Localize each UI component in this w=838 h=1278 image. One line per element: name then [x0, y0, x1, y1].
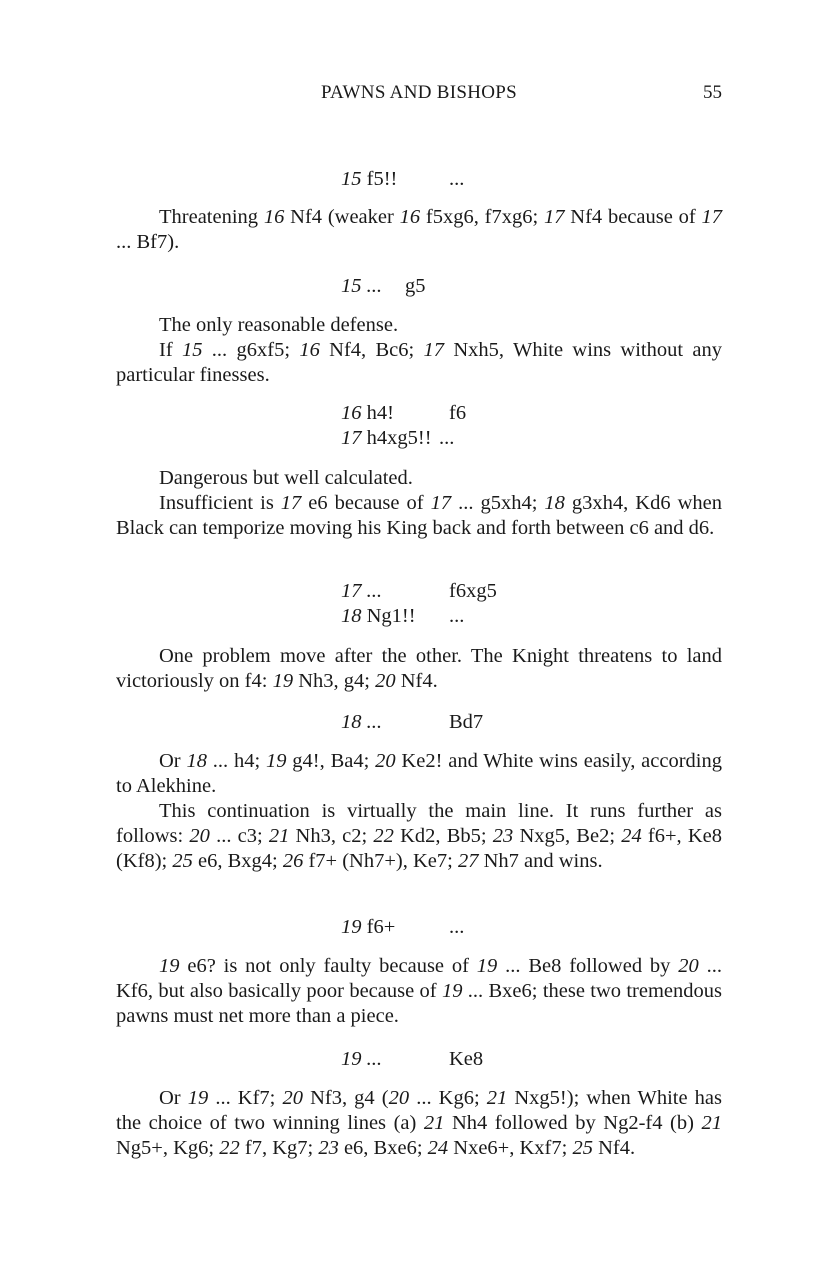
move-line [341, 710, 483, 735]
paragraph: 19 e6? is not only faulty because of 19 ... Be8 followed by 20 ... Kf6, but also basically poor because of 19 ... Bxe6; these two tremendous pawns must net more than a piece. [116, 955, 722, 1027]
move-number: 15 [341, 168, 362, 190]
white-move: h4! [366, 402, 394, 424]
paragraph: Threatening 16 Nf4 (weaker 16 f5xg6, f7xg6; 17 Nf4 because of 17 ... Bf7). [116, 206, 722, 253]
paragraph: If 15 ... g6xf5; 16 Nf4, Bc6; 17 Nxh5, White wins without any particular finesses. [116, 339, 722, 386]
move-number: 19 [341, 916, 362, 938]
move-line [341, 1047, 483, 1072]
black-move: ... [449, 168, 465, 190]
black-move: Bd7 [449, 711, 484, 733]
white-move: Ng1!! [366, 605, 416, 627]
commentary [116, 749, 722, 874]
page-header [116, 82, 722, 108]
black-move: ... [449, 916, 465, 938]
move-number: 18 [341, 605, 362, 627]
move-number: 16 [341, 402, 362, 424]
running-title: PAWNS AND BISHOPS [320, 82, 518, 103]
paragraph: Or 19 ... Kf7; 20 Nf3, g4 (20 ... Kg6; 21 Nxg5!); when White has the choice of two winning lines (a) 21 Nh4 followed by Ng2-f4 (b) 21 Ng5+, Kg6; 22 f7, Kg7; 23 e6, Bxe6; 24 Nxe6+, Kxf7; 25 Nf4. [116, 1087, 723, 1159]
commentary [116, 1086, 722, 1161]
move-line [341, 915, 464, 940]
white-move: f6+ [366, 916, 396, 938]
paragraph: This continuation is virtually the main line. It runs further as follows: 20 ... c3; 21 Nh3, c2; 22 Kd2, Bb5; 23 Nxg5, Be2; 24 f6+, Ke8 (Kf8); 25 e6, Bxg4; 26 f7+ (Nh7+), Ke7; 27 Nh7 and wins. [116, 800, 723, 872]
paragraph: Or 18 ... h4; 19 g4!, Ba4; 20 Ke2! and White wins easily, according to Alekhine. [116, 750, 722, 797]
commentary [116, 644, 722, 694]
move-line [341, 401, 466, 426]
move-line [341, 274, 426, 299]
black-move: ... [449, 605, 465, 627]
move-line [341, 426, 454, 451]
paragraph: One problem move after the other. The Knight threatens to land victoriously on f4: 19 Nh3, g4; 20 Nf4. [116, 645, 722, 692]
paragraph: Dangerous but well calculated. [159, 467, 413, 489]
commentary [116, 205, 722, 255]
black-move: f6xg5 [449, 580, 497, 602]
white-move: h4xg5!! [366, 427, 432, 449]
black-move: f6 [449, 402, 467, 424]
black-move: ... [439, 427, 455, 449]
move-number: 17 ... [341, 580, 382, 602]
commentary [116, 954, 722, 1029]
commentary [116, 313, 722, 388]
paragraph: Insufficient is 17 e6 because of 17 ... g5xh4; 18 g3xh4, Kd6 when Black can temporize moving his King back and forth between c6 and d6. [116, 492, 722, 539]
commentary [116, 466, 722, 541]
move-line [341, 579, 497, 604]
move-number: 19 ... [341, 1048, 382, 1070]
black-move: g5 [405, 275, 426, 297]
move-line [341, 604, 464, 629]
move-line [341, 167, 464, 192]
white-move: f5!! [366, 168, 398, 190]
move-number: 18 ... [341, 711, 382, 733]
page-number: 55 [703, 82, 722, 103]
move-number: 15 ... [341, 275, 382, 297]
paragraph: The only reasonable defense. [159, 314, 399, 336]
move-number: 17 [341, 427, 362, 449]
black-move: Ke8 [449, 1048, 484, 1070]
